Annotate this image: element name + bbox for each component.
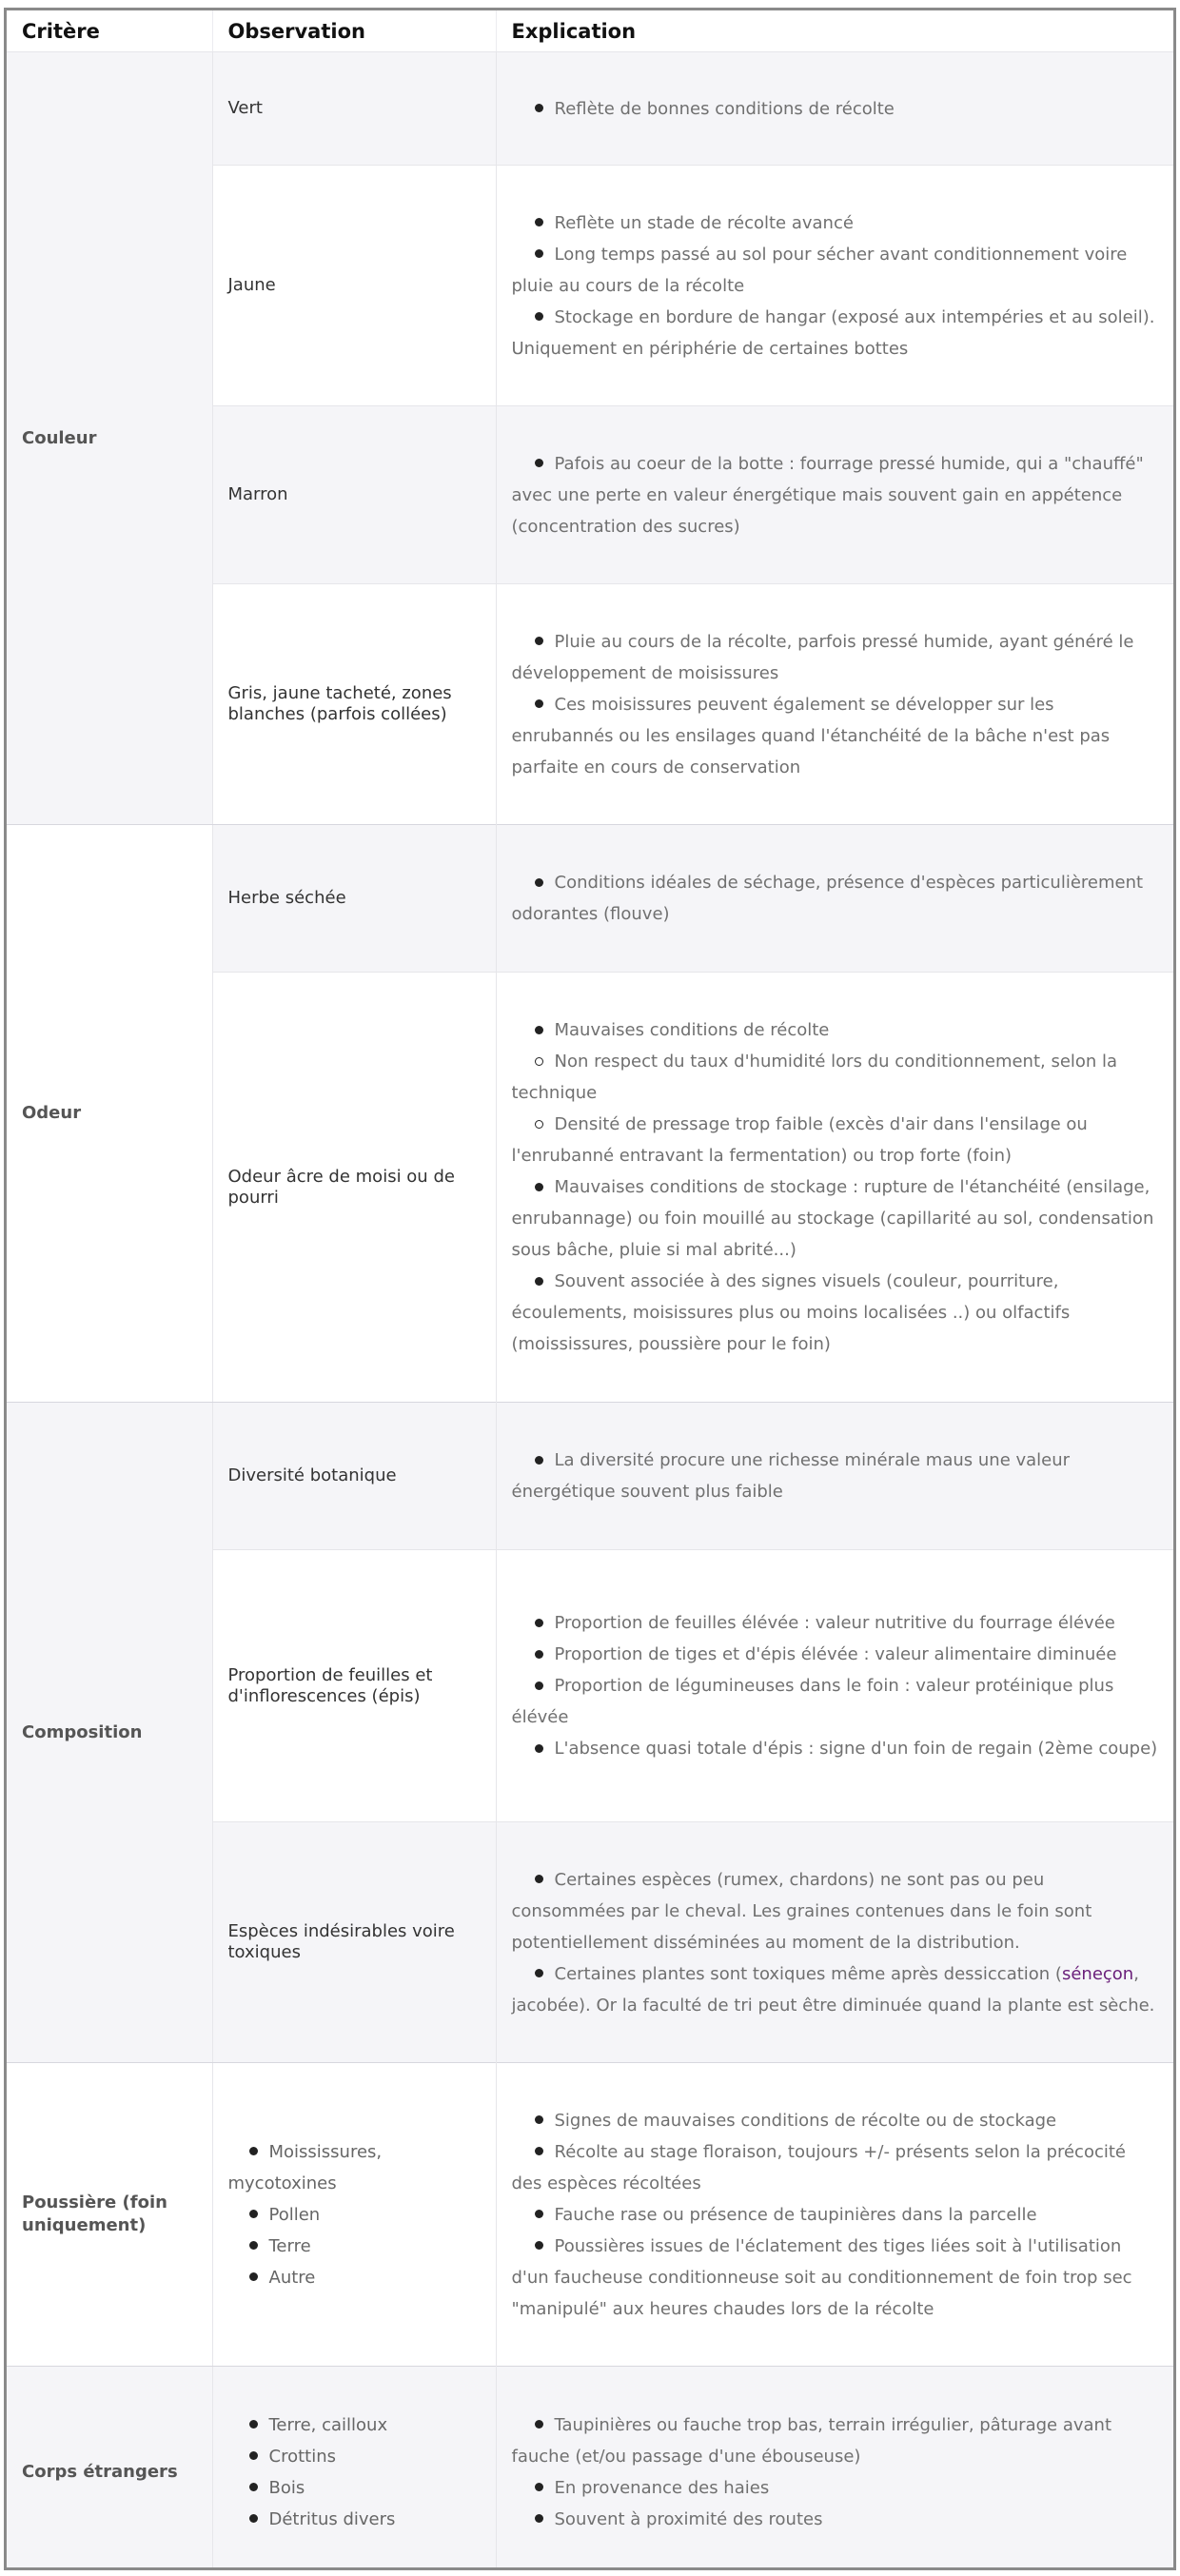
- list-item: Long temps passé au sol pour sécher avant conditionnement voire pluie au cours de la récolte: [512, 239, 1159, 302]
- list-item: Mauvaises conditions de récolte: [512, 1014, 1159, 1046]
- criterion-cell: Corps étrangers: [7, 2367, 212, 2571]
- explanation-cell: [496, 52, 1173, 166]
- observation-cell: [212, 2367, 496, 2571]
- observation-list: [228, 2136, 481, 2293]
- sub-list-item: Densité de pressage trop faible (excès d'air dans l'ensilage ou l'enrubanné entravant la fermentation) ou trop forte (foin): [512, 1109, 1159, 1171]
- list-item: Ces moisissures peuvent également se développer sur les enrubannés ou les ensilages quand l'étanchéité de la bâche n'est pas parfaite en cours de conservation: [512, 689, 1159, 783]
- list-item: Certaines espèces (rumex, chardons) ne sont pas ou peu consommées par le cheval. Les graines contenues dans le foin sont potentiellement disséminées au moment de la distribution.: [512, 1864, 1159, 1958]
- list-item: Souvent associée à des signes visuels (couleur, pourriture, écoulements, moisissures plus ou moins localisées ..) ou olfactifs (moississures, poussière pour le foin): [512, 1266, 1159, 1360]
- list-item: La diversité procure une richesse minérale maus une valeur énergétique souvent plus faible: [512, 1445, 1159, 1507]
- observation-cell: Diversité botanique: [212, 1403, 496, 1550]
- explanation-cell: [496, 1403, 1173, 1550]
- observation-cell: Marron: [212, 406, 496, 584]
- table-row: [7, 825, 1173, 973]
- observation-cell: Vert: [212, 52, 496, 166]
- explanation-cell: [496, 825, 1173, 973]
- list-item: Stockage en bordure de hangar (exposé aux intempéries et au soleil). Uniquement en périphérie de certaines bottes: [512, 302, 1159, 364]
- observation-list: [228, 2409, 481, 2535]
- table-row: [7, 52, 1173, 166]
- list-item: En provenance des haies: [512, 2472, 1159, 2504]
- header-critere: Critère: [7, 10, 212, 52]
- list-item: Reflète de bonnes conditions de récolte: [512, 93, 1159, 125]
- hay-quality-table: [7, 10, 1173, 2570]
- criterion-cell: Composition: [7, 1403, 212, 2063]
- explanation-cell: [496, 584, 1173, 825]
- list-item: Moississures, mycotoxines: [228, 2136, 481, 2199]
- header-explication: Explication: [496, 10, 1173, 52]
- criterion-cell: Poussière (foin uniquement): [7, 2063, 212, 2367]
- list-item: Reflète un stade de récolte avancé: [512, 207, 1159, 239]
- header-row: [7, 10, 1173, 52]
- observation-cell: [212, 2063, 496, 2367]
- list-item: Autre: [228, 2262, 481, 2293]
- criterion-cell: Couleur: [7, 52, 212, 825]
- explanation-cell: [496, 973, 1173, 1403]
- table-row: [7, 1403, 1173, 1550]
- list-item: Proportion de légumineuses dans le foin : valeur protéinique plus élévée: [512, 1670, 1159, 1733]
- list-item: Taupinières ou fauche trop bas, terrain irrégulier, pâturage avant fauche (et/ou passage d'une ébouseuse): [512, 2409, 1159, 2472]
- list-item: Conditions idéales de séchage, présence d'espèces particulièrement odorantes (flouve): [512, 867, 1159, 930]
- list-item: Détritus divers: [228, 2504, 481, 2535]
- observation-cell: Proportion de feuilles et d'inflorescences (épis): [212, 1550, 496, 1822]
- list-item: Fauche rase ou présence de taupinières dans la parcelle: [512, 2199, 1159, 2231]
- list-item: L'absence quasi totale d'épis : signe d'un foin de regain (2ème coupe): [512, 1733, 1159, 1764]
- list-item: Signes de mauvaises conditions de récolte ou de stockage: [512, 2105, 1159, 2136]
- explanation-cell: [496, 1550, 1173, 1822]
- sub-list-item: Non respect du taux d'humidité lors du conditionnement, selon la technique: [512, 1046, 1159, 1109]
- list-item: Proportion de feuilles élévée : valeur nutritive du fourrage élévée: [512, 1607, 1159, 1639]
- list-item: Bois: [228, 2472, 481, 2504]
- header-observation: Observation: [212, 10, 496, 52]
- criterion-cell: Odeur: [7, 825, 212, 1403]
- list-item: Mauvaises conditions de stockage : rupture de l'étanchéité (ensilage, enrubannage) ou foin mouillé au stockage (capillarité au sol, condensation sous bâche, pluie si mal abrité...): [512, 1171, 1159, 1266]
- table-row: [7, 2063, 1173, 2367]
- list-item: [512, 1958, 1159, 2021]
- explanation-cell: [496, 2063, 1173, 2367]
- list-item: Poussières issues de l'éclatement des tiges liées soit à l'utilisation d'un faucheuse conditionneuse soit au conditionnement de foin trop sec "manipulé" aux heures chaudes lors de la récolte: [512, 2231, 1159, 2325]
- observation-cell: Espèces indésirables voire toxiques: [212, 1822, 496, 2063]
- observation-cell: Jaune: [212, 166, 496, 406]
- explanation-cell: [496, 166, 1173, 406]
- list-item: Terre, cailloux: [228, 2409, 481, 2441]
- explanation-cell: [496, 406, 1173, 584]
- list-item: Pafois au coeur de la botte : fourrage pressé humide, qui a "chauffé" avec une perte en valeur énergétique mais souvent gain en appétence (concentration des sucres): [512, 448, 1159, 542]
- content-frame: [4, 8, 1176, 2570]
- list-item: Terre: [228, 2231, 481, 2262]
- observation-cell: Herbe séchée: [212, 825, 496, 973]
- observation-cell: Odeur âcre de moisi ou de pourri: [212, 973, 496, 1403]
- list-item: Crottins: [228, 2441, 481, 2472]
- explanation-cell: [496, 1822, 1173, 2063]
- list-item: Pluie au cours de la récolte, parfois pressé humide, ayant généré le développement de moisissures: [512, 626, 1159, 689]
- seneçon-link[interactable]: séneçon: [1061, 1963, 1134, 1984]
- observation-cell: Gris, jaune tacheté, zones blanches (parfois collées): [212, 584, 496, 825]
- table-row: [7, 2367, 1173, 2571]
- list-item: Souvent à proximité des routes: [512, 2504, 1159, 2535]
- explanation-cell: [496, 2367, 1173, 2571]
- list-item: Récolte au stage floraison, toujours +/- présents selon la précocité des espèces récoltées: [512, 2136, 1159, 2199]
- list-item: Pollen: [228, 2199, 481, 2231]
- text-fragment: Certaines plantes sont toxiques même après dessiccation (: [554, 1963, 1062, 1984]
- list-item: Proportion de tiges et d'épis élévée : valeur alimentaire diminuée: [512, 1639, 1159, 1670]
- text-fragment: , jacobée). Or la faculté de tri peut être diminuée quand la plante est sèche.: [511, 1963, 1155, 2016]
